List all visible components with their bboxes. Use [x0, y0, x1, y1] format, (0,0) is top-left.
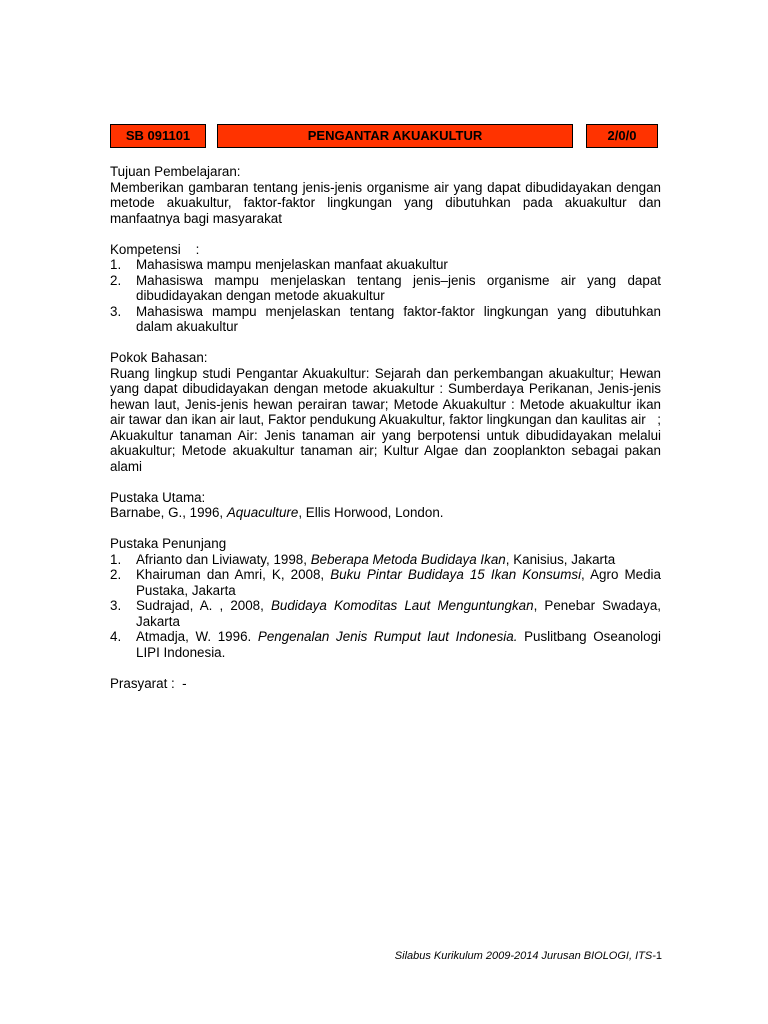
- pustaka-penunjang-list: [110, 552, 661, 661]
- page-footer: [395, 950, 662, 962]
- pustaka-utama-ref: Barnabe, G., 1996, Aquaculture, Ellis Horwood, London.: [110, 505, 444, 520]
- pokok-text: Ruang lingkup studi Pengantar Akuakultur: Sejarah dan perkembangan akuakultur; Hewan yang dapat dibudidayakan dengan metode akuakultur : Sumberdaya Perikanan, Jenis-jenis hewan laut, Jenis-jenis hewan perairan tawar; Metode Akuakultur : Metode akuakultur ikan air tawar dan ikan air laut, Faktor pendukung Akuakultur, faktor lingkungan dan kaulitas air ; Akuakultur tanaman Air: Jenis tanaman air yang berpotensi untuk dibudidayakan melalui akuakultur; Metode akuakultur tanaman air; Kultur Algae dan zooplankton sebagai pakan alami: [110, 365, 665, 474]
- pustaka-utama-heading: Pustaka Utama:: [110, 489, 206, 505]
- course-credit: 2/0/0: [586, 124, 658, 148]
- tujuan-heading: Tujuan Pembelajaran:: [110, 164, 241, 179]
- tujuan-text: Memberikan gambaran tentang jenis-jenis organisme air yang dapat dibudidayakan dengan metode akuakultur, faktor-faktor lingkungan yang dibutuhkan pada akuakultur dan manfaatnya bagi masyarakat: [110, 179, 661, 226]
- footer-text: Silabus Kurikulum 2009-2014 Jurusan BIOLOGI, ITS-: [394, 950, 656, 962]
- course-title: PENGANTAR AKUAKULTUR: [217, 124, 573, 148]
- page-number: 1: [655, 950, 662, 962]
- list-item: 2. Mahasiswa mampu menjelaskan tentang jenis–jenis organisme air yang dapat dibudidayakan dengan metode akuakultur: [110, 272, 661, 303]
- prasyarat-text: Prasyarat : -: [110, 675, 187, 691]
- kompetensi-list: [110, 257, 661, 335]
- pustaka-penunjang-heading: Pustaka Penunjang: [110, 536, 227, 551]
- course-header: [110, 124, 658, 148]
- pustaka-penunjang-section: [110, 536, 661, 660]
- tujuan-section: [110, 164, 661, 226]
- pustaka-utama-section: [110, 490, 661, 521]
- list-item: 1. Mahasiswa mampu menjelaskan manfaat akuakultur: [110, 257, 448, 272]
- pokok-heading: Pokok Bahasan:: [110, 350, 208, 365]
- syllabus-content: [110, 164, 665, 707]
- list-item: 3. Sudrajad, A. , 2008, Budidaya Komoditas Laut Menguntungkan, Penebar Swadaya, Jakarta: [110, 598, 661, 629]
- prasyarat-section: [110, 676, 661, 692]
- course-code: SB 091101: [110, 124, 206, 148]
- list-item: 1. Afrianto dan Liviawaty, 1998, Beberapa Metoda Budidaya Ikan, Kanisius, Jakarta: [110, 551, 616, 567]
- kompetensi-heading: Kompetensi :: [110, 241, 200, 257]
- kompetensi-section: [110, 242, 661, 335]
- pokok-section: [110, 350, 665, 474]
- list-item: 2. Khairuman dan Amri, K, 2008, Buku Pintar Budidaya 15 Ikan Konsumsi, Agro Media Pustaka, Jakarta: [110, 567, 661, 598]
- list-item: 4. Atmadja, W. 1996. Pengenalan Jenis Rumput laut Indonesia. Puslitbang Oseanologi LIPI Indonesia.: [110, 629, 662, 660]
- list-item: 3. Mahasiswa mampu menjelaskan tentang faktor-faktor lingkungan yang dibutuhkan dalam akuakultur: [110, 303, 661, 334]
